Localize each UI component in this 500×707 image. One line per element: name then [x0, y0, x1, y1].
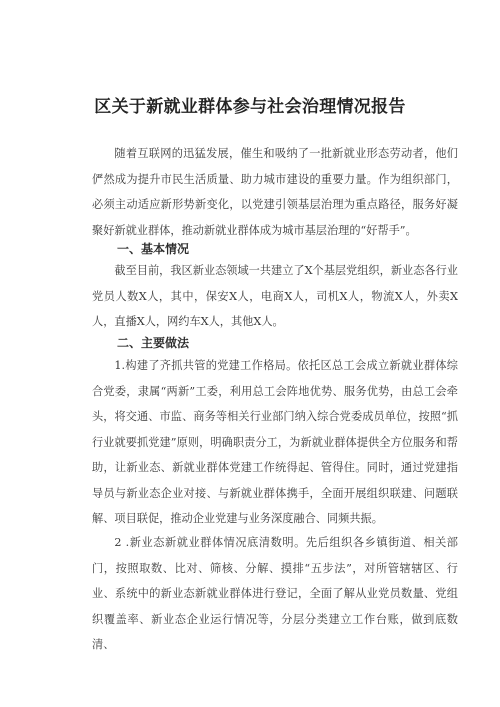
- section-heading-practices: 二、主要做法: [117, 336, 190, 350]
- document-title: 区关于新就业群体参与社会治理情况报告: [94, 97, 406, 117]
- section-heading-basic: 一、基本情况: [117, 242, 190, 256]
- intro-paragraph: 随着互联网的迅猛发展，催生和吸纳了一批新就业形态劳动者，他们俨然成为提升市民生活质量、助力城市建设的重要力量。作为组织部门，必须主动适应新形势新变化，以党建引领基层治理为重点路径，服务好凝聚好新就业群体，推动新就业群体成为城市基层治理的“好帮手”。: [92, 147, 458, 237]
- practice-item-1: 1.构建了齐抓共管的党建工作格局。依托区总工会成立新就业群体综合党委，隶属“两新”工委，利用总工会阵地优势、服务优势，由总工会牵头，将交通、市监、商务等相关行业部门纳入综合党委成员单位，按照“抓行业就要抓党建”原则，明确职责分工，为新就业群体提供全方位服务和帮助，让新业态、新就业群体党建工作统得起、管得住。同时，通过党建指导员与新业态企业对接、与新就业群体携手，全面开展组织联建、问题联解、项目联促，推动企业党建与业务深度融合、同频共振。: [92, 359, 458, 525]
- basic-info-paragraph: 截至目前，我区新业态领域一共建立了X个基层党组织，新业态各行业党员人数X人，其中，保安X人，电商X人，司机X人，物流X人，外卖X人，直播X人，网约车X人，其他X人。: [92, 264, 458, 328]
- practice-item-2: 2 .新业态新就业群体情况底清数明。先后组织各乡镇街道、相关部门，按照取数、比对、筛核、分解、摸排“五步法”，对所管辖辖区、行业、系统中的新业态新就业群体进行登记，全面了解从业党员数量、党组织覆盖率、新业态企业运行情况等，分层分类建立工作台账，做到底数清、: [92, 536, 458, 651]
